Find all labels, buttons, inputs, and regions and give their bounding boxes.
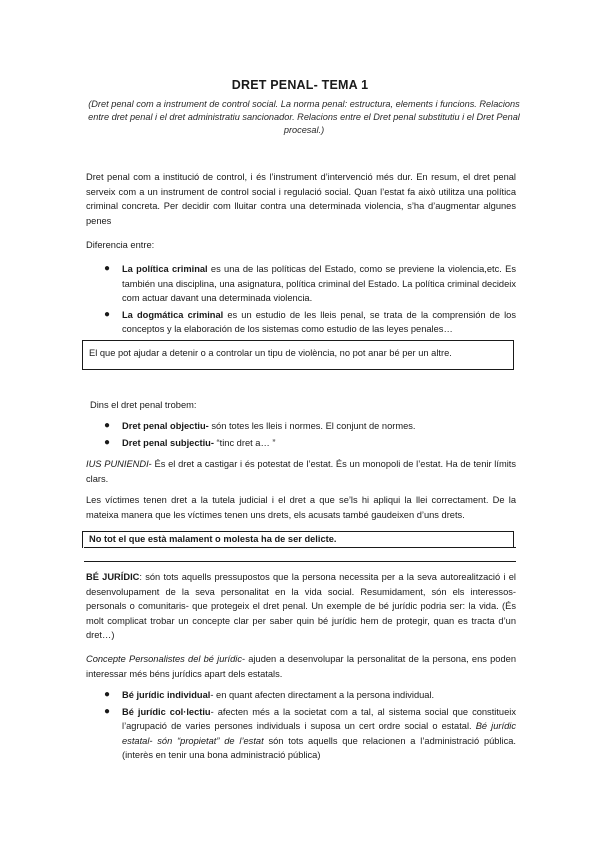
bullet-tail: són tots aquells que relacionen a l’administració pública. (interès en tenir una bona administració pública) [122,735,517,760]
bullet-term: Bé jurídic col·lectiu [122,706,211,717]
bullet-icon: ● [104,689,111,700]
bullet-icon: ● [104,436,111,448]
bullet-term: Bé jurídic individual [122,690,211,700]
callout-box [82,340,514,370]
bullet-icon: ● [104,705,111,717]
bullet-italic: Bé jurídic estatal- són “propietat” de l’estat [122,721,516,746]
bullet-text: es una de las políticas del Estado, como se previene la violencia,etc. Es también una disciplina, una asignatura, política criminal del Estado. La política criminal decideix com actuar davant una determinada violencia. [122,264,516,303]
victimes-paragraph: Les víctimes tenen dret a la tutela judicial i el dret a que se’ls hi apliqui la llei correctament. De la mateixa manera que les víctimes tenen uns drets, els acusats també gaudeixen d’uns drets. [86,495,516,520]
list-item [104,436,516,451]
bullet-text: “tinc dret a… ” [213,437,276,448]
divider [84,561,516,562]
bullet-text: són totes les lleis i normes. El conjunt de normes. [208,421,416,431]
dins-label: Dins el dret penal trobem: [90,400,197,410]
ius-text: - És el dret a castigar i és potestat de l’estat. És un monopoli de l’estat. Ha de tenir límits clars. [86,459,516,484]
bullet-term: La dogmática criminal [122,309,224,320]
bullet-term: La política criminal [122,264,208,274]
bullet-text: - en quant afecten directament a la persona individual. [210,690,435,700]
bullet-icon: ● [104,420,111,431]
subtitle: (Dret penal com a instrument de control social. La norma penal: estructura, elements i funcions. Relacions entre dret penal i el dret administratiu sancionador. Relacions entre el Dret penal substitutiu i el Dret Penal procesal.) [88,99,520,135]
concepte-paragraph [86,652,516,681]
concepte-term: Concepte Personalistes del bé jurídic [86,654,242,664]
be-juridic-paragraph [86,570,516,643]
list-item [104,419,516,434]
be-juridic-text: : són tots aquells pressupostos que la persona necessita per a la seva autorealització i el desenvolupament de la seva personalitat en la vida social. Resumidament, són els interessos- personals o comunitaris- que protegeix el dret penal. Un exemple de bé jurídic podria ser: la vida. (És molt complicat trobar un concepte clar per saber quin bé jurídic hem de protegir, quan es tracta d’un dret…) [86,572,516,640]
divider [84,547,516,548]
list-item [104,688,516,703]
list-item [104,308,516,337]
diferencia-list [104,262,516,339]
list-item [104,705,516,763]
ius-puniendi-paragraph [86,457,516,486]
bullet-icon: ● [104,263,111,274]
bullet-term: Dret penal objectiu- [122,421,209,431]
be-juridic-term: BÉ JURÍDIC [86,572,140,582]
page-title: DRET PENAL- TEMA 1 [231,78,369,92]
bullet-term: Dret penal subjectiu- [122,437,214,448]
list-item [104,262,516,306]
be-list [104,688,516,765]
dins-list [104,419,516,452]
bullet-text: - afecten més a la societat com a tal, al sistema social que constitueix l’agrupació de varies persones individuals i suposa un cert ordre social o estatal. [122,706,516,731]
concepte-text: - ajuden a desenvolupar la personalitat de la persona, ens poden interessar més béns jurídics apart dels estatals. [86,654,516,679]
diferencia-label: Diferencia entre: [86,240,155,250]
callout-text: El que pot ajudar a detenir o a controlar un tipu de violència, no pot anar bé per un altre. [89,348,452,358]
bullet-icon: ● [104,308,111,320]
ius-term: IUS PUNIENDI [86,459,149,469]
callout-box-bold [82,531,514,548]
bullet-text: es un estudio de les lleis penal, se trata de la comprensión de los conceptos y la elaboración de los sistemas como estudio de las leyes penales… [122,309,516,334]
intro-paragraph: Dret penal com a institució de control, i és l’instrument d’intervenció més dur. En resum, el dret penal serveix com a un instrument de control social i regulació social. Quan l’estat fa això utilitza una política criminal concreta. Per decidir com lluitar contra una determinada violencia, s’ha d’augmentar algunes penes [86,172,516,226]
callout-text: No tot el que està malament o molesta ha de ser delicte. [89,534,337,544]
